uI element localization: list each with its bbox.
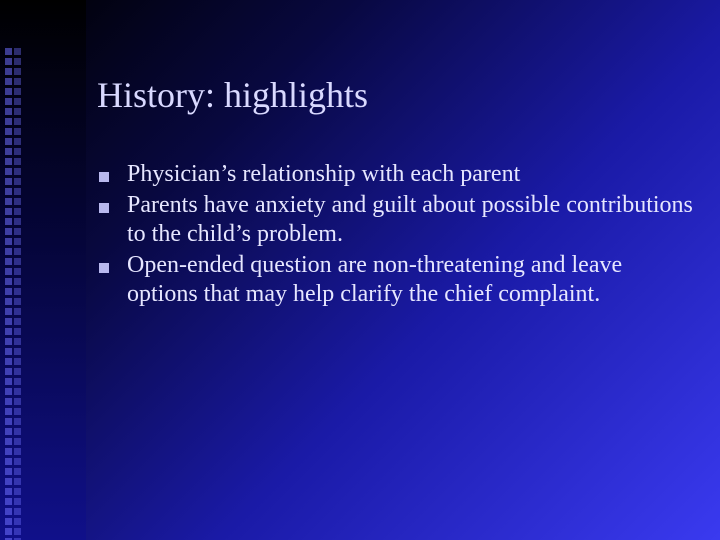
decorative-squares-pattern: [3, 48, 21, 540]
slide-title: History: highlights: [97, 75, 369, 115]
bullet-item: [97, 251, 697, 309]
bullet-item: [97, 160, 697, 189]
bullet-text: Open-ended question are non-threatening and leave options that may help clarify the chief complaint.: [127, 252, 623, 307]
bullet-text: Parents have anxiety and guilt about possible contributions to the child’s problem.: [127, 192, 693, 247]
square-bullet-icon: [99, 203, 109, 213]
decorative-side-strip: [0, 0, 86, 540]
square-bullet-icon: [99, 172, 109, 182]
square-bullet-icon: [99, 263, 109, 273]
bullet-item: [97, 191, 697, 249]
bullet-list: [97, 160, 697, 311]
bullet-text: Physician’s relationship with each parent: [127, 161, 521, 187]
